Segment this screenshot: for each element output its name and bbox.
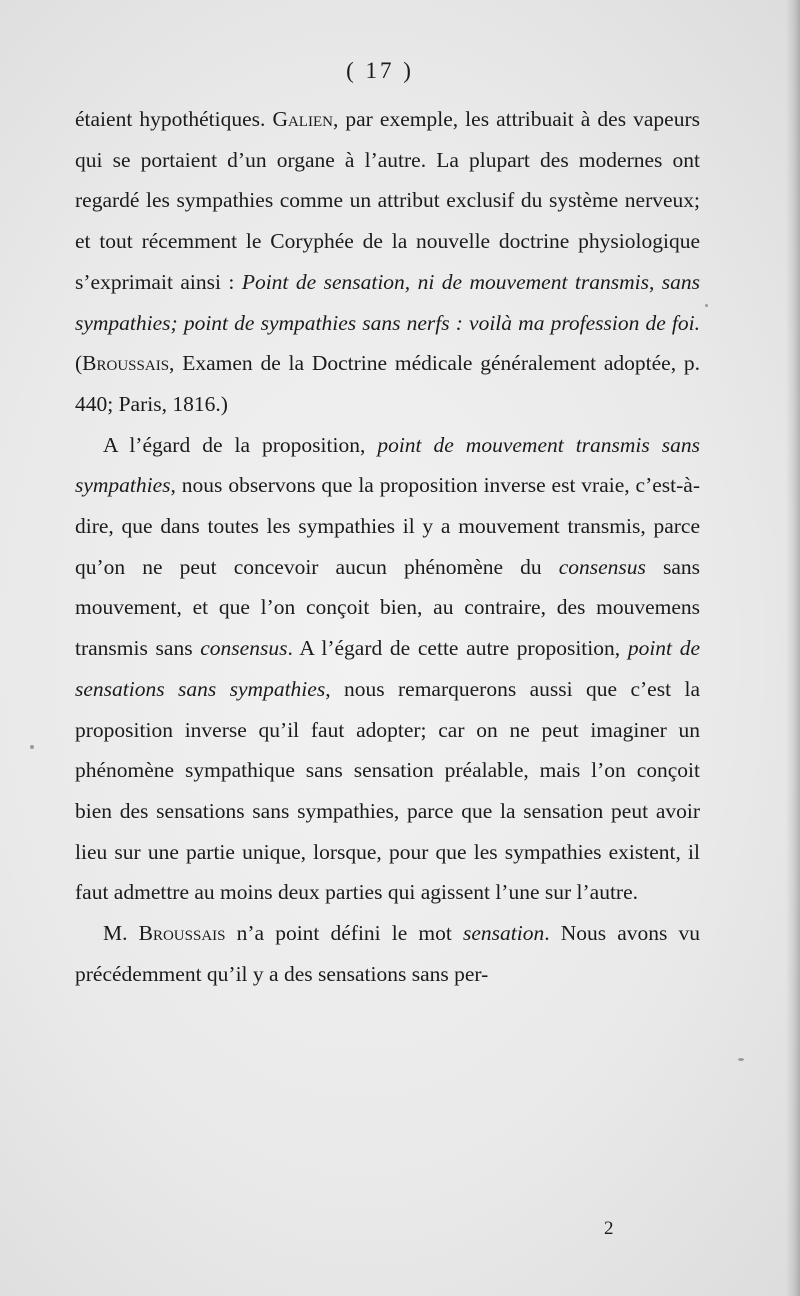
paper-speck (705, 304, 708, 307)
small-caps-name: Broussais (82, 351, 170, 376)
text-run: , nous observons que la proposition inverse est vraie, c’est-à-dire, que dans toutes les sympathies il y a mouvement transmis, parce qu’on ne peut concevoir aucun phénomène du (75, 473, 700, 579)
paper-speck (738, 1058, 744, 1061)
body-text (75, 99, 700, 994)
italic-run: consensus (558, 554, 646, 579)
text-run: sans mouvement, et que l’on conçoit bien, au contraire, des mouvemens transmis sans (75, 554, 700, 661)
text-run: étaient hypothétiques. (75, 107, 273, 131)
italic-run: sensation (462, 921, 545, 946)
paragraph-2 (75, 425, 700, 913)
text-run: , par exemple, les attribuait à des vapeurs qui se portaient d’un organe à l’autre. La plupart des modernes ont regardé les sympathies comme un attribut exclusif du système nerveux; et tout récemment le Coryphée de la nouvelle doctrine physiologique s’exprimait ainsi : (75, 107, 701, 294)
page-number: ( 17 ) (346, 58, 414, 83)
text-run: . A l’égard de cette autre proposition, (287, 636, 628, 661)
paragraph-1 (75, 99, 700, 425)
text-run: ( (75, 351, 83, 376)
text-run: , Examen de la Doctrine médicale généralement adoptée, p. 440; Paris, 1816.) (75, 351, 700, 416)
small-caps-name: Broussais (138, 921, 226, 946)
italic-run: consensus (200, 636, 288, 661)
signature-mark: 2 (604, 1218, 614, 1239)
text-run: . Nous avons vu précédemment qu’il y a des sensations sans per- (75, 921, 701, 986)
italic-run: Point de sensation, ni de mouvement transmis, sans sympathies; point de sympathies sans nerfs : voilà ma profession de foi. (75, 269, 700, 335)
page-edge-shadow (786, 0, 800, 1296)
text-run: n’a point défini le mot (225, 921, 463, 946)
paper-speck (30, 745, 34, 749)
text-run: , nous remarquerons aussi que c’est la proposition inverse qu’il faut adopter; car on ne peut imaginer un phénomène sympathique sans sensation préalable, mais l’on conçoit bien des sensations sans sympathies, parce que la sensation peut avoir lieu sur une partie unique, lorsque, pour que les sympathies existent, il faut admettre au moins deux parties qui agissent l’une sur l’autre. (75, 676, 700, 905)
text-run: A l’égard de la proposition, (103, 432, 378, 457)
small-caps-name: Galien (272, 107, 333, 131)
text-run: M. (103, 921, 139, 946)
italic-run: point de mouvement transmis sans sympathies (75, 432, 701, 498)
paragraph-3 (75, 913, 700, 994)
italic-run: point de sensations sans sympathies (75, 636, 700, 701)
